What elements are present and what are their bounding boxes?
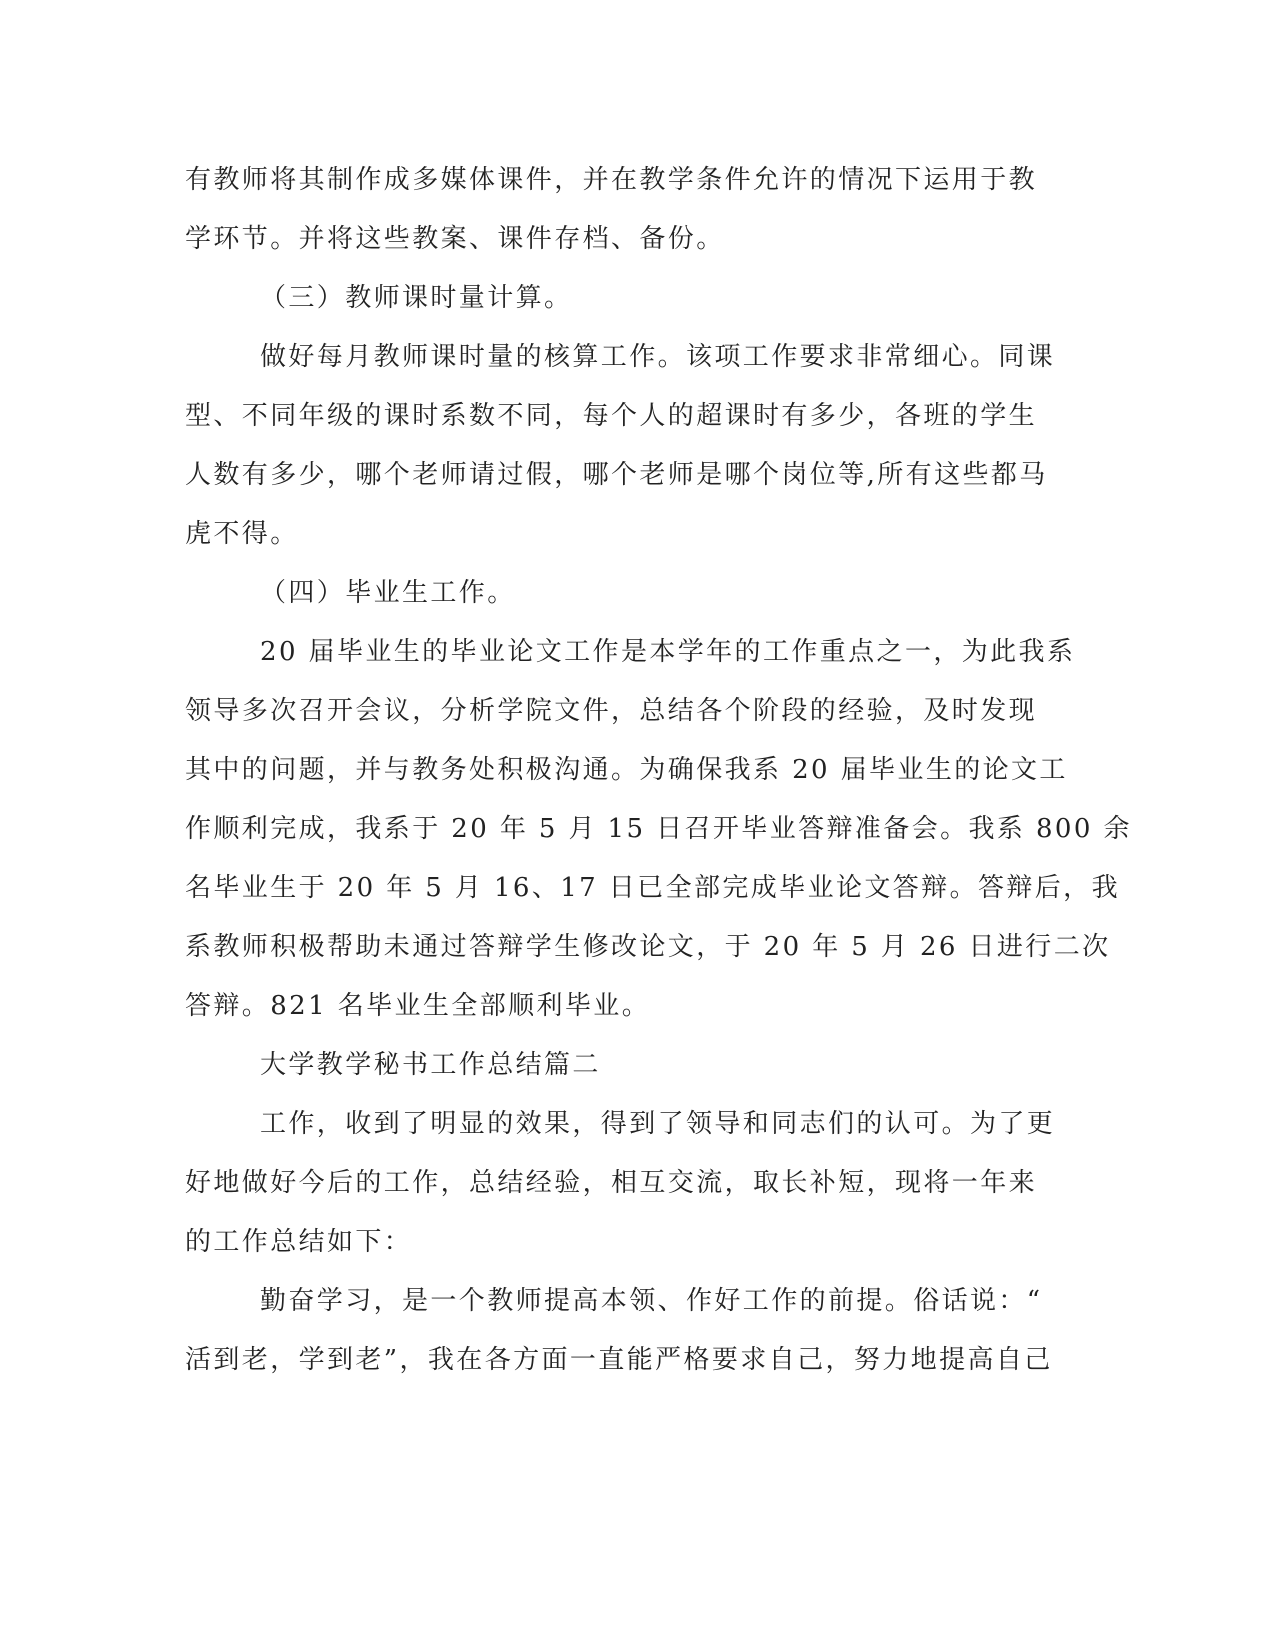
text-line: 领导多次召开会议，分析学院文件，总结各个阶段的经验，及时发现 [185, 696, 1038, 726]
text-line: 名毕业生于 20 年 5 月 16、17 日已全部完成毕业论文答辩。答辩后，我 [185, 873, 1120, 903]
text-line: 人数有多少，哪个老师请过假，哪个老师是哪个岗位等,所有这些都马 [185, 460, 1048, 490]
text-line: 型、不同年级的课时系数不同，每个人的超课时有多少，各班的学生 [185, 401, 1038, 431]
section-heading: 大学教学秘书工作总结篇二 [260, 1050, 601, 1080]
section-heading: （三）教师课时量计算。 [260, 283, 573, 313]
text-line: 有教师将其制作成多媒体课件，并在教学条件允许的情况下运用于教 [185, 165, 1038, 195]
text-line: 的工作总结如下： [185, 1227, 413, 1257]
text-line: 作顺利完成，我系于 20 年 5 月 15 日召开毕业答辩准备会。我系 800 余 [185, 814, 1132, 844]
text-line: 系教师积极帮助未通过答辩学生修改论文，于 20 年 5 月 26 日进行二次 [185, 932, 1111, 962]
text-line: 勤奋学习，是一个教师提高本领、作好工作的前提。俗话说：“ [260, 1286, 1043, 1316]
text-line: 做好每月教师课时量的核算工作。该项工作要求非常细心。同课 [260, 342, 1056, 372]
text-line: 其中的问题，并与教务处积极沟通。为确保我系 20 届毕业生的论文工 [185, 755, 1068, 785]
text-line: 学环节。并将这些教案、课件存档、备份。 [185, 224, 725, 254]
text-line: 20 届毕业生的毕业论文工作是本学年的工作重点之一，为此我系 [260, 637, 1076, 667]
text-line: 活到老，学到老”，我在各方面一直能严格要求自己，努力地提高自己 [185, 1345, 1053, 1375]
text-line: 答辩。821 名毕业生全部顺利毕业。 [185, 991, 651, 1021]
section-heading: （四）毕业生工作。 [260, 578, 516, 608]
text-line: 好地做好今后的工作，总结经验，相互交流，取长补短，现将一年来 [185, 1168, 1038, 1198]
text-line: 虎不得。 [185, 519, 299, 549]
text-line: 工作，收到了明显的效果，得到了领导和同志们的认可。为了更 [260, 1109, 1056, 1139]
